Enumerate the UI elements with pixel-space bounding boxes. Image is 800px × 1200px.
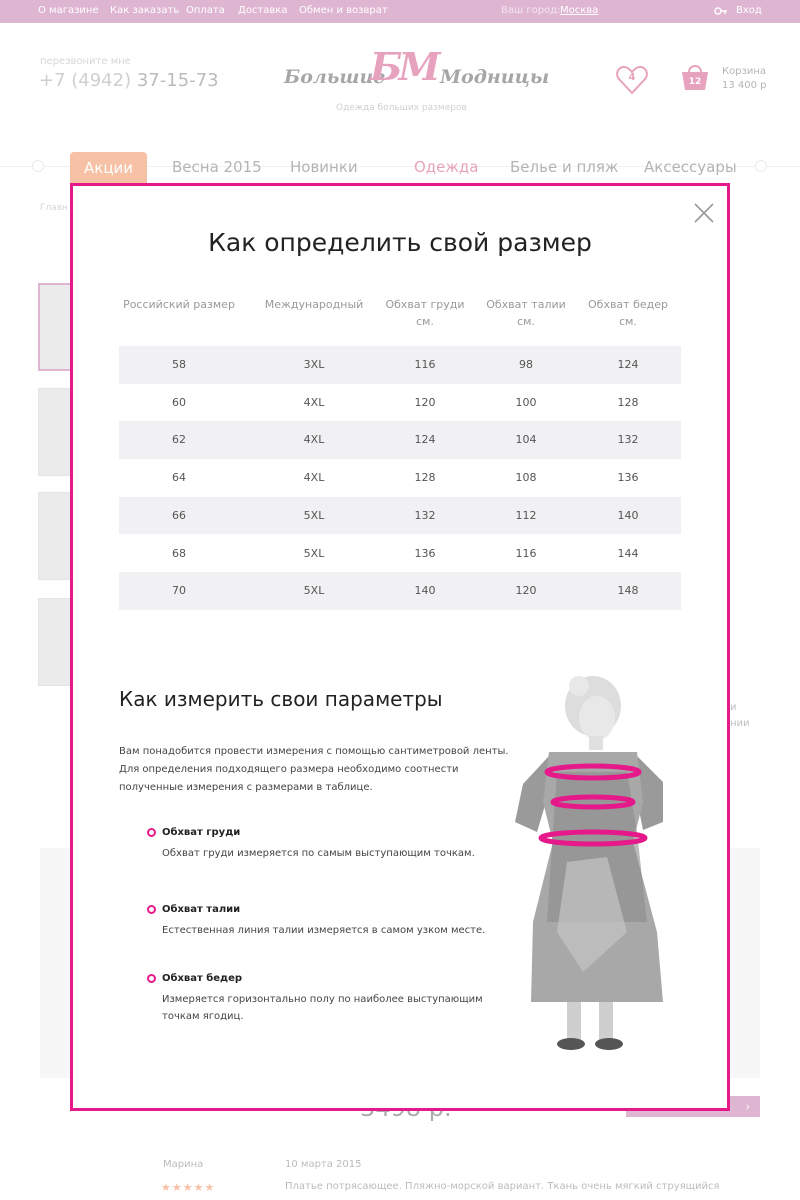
table-row: [119, 421, 681, 459]
table-cell-intl-size: 3XL: [303, 358, 325, 371]
close-icon[interactable]: [693, 202, 715, 224]
header-unit: см.: [416, 315, 434, 328]
table-cell-chest: 128: [414, 471, 436, 485]
measure-waist-desc: Естественная линия талии измеряется в самом узком месте.: [162, 925, 486, 936]
table-cell-waist: 112: [515, 508, 537, 522]
measure-section-title: Как измерить свои параметры: [119, 687, 443, 711]
table-cell-ru-size: 62: [172, 433, 186, 447]
table-header-ru-size: [123, 296, 235, 313]
table-row: [119, 535, 681, 573]
header-line: Российский размер: [123, 298, 235, 311]
header-line: Обхват бедер: [588, 298, 668, 311]
table-header-hips: [572, 296, 684, 330]
table-cell-hips: 136: [617, 471, 639, 485]
table-header-waist: [470, 296, 582, 330]
table-cell-intl-size: 4XL: [303, 395, 325, 409]
table-cell-intl-size: 5XL: [303, 546, 325, 560]
table-cell-chest: 136: [414, 546, 436, 560]
table-cell-ru-size: 70: [172, 584, 186, 598]
measure-chest-desc: Обхват груди измеряется по самым выступающим точкам.: [162, 848, 475, 859]
table-cell-chest: 140: [414, 584, 436, 598]
header-line: Международный: [264, 298, 364, 311]
table-row: [119, 346, 681, 384]
table-cell-chest: 124: [414, 433, 436, 447]
table-header-chest: [369, 296, 481, 330]
table-cell-hips: 128: [617, 395, 639, 409]
table-cell-hips: 144: [617, 546, 639, 560]
table-cell-ru-size: 60: [172, 395, 186, 409]
table-cell-waist: 120: [515, 584, 537, 598]
woman-figure-icon: [487, 672, 697, 1064]
table-cell-waist: 100: [515, 395, 537, 409]
table-cell-hips: 148: [617, 584, 639, 598]
table-cell-waist: 98: [519, 358, 533, 371]
table-cell-waist: 104: [515, 433, 537, 447]
measure-intro: Вам понадобится провести измерения с помощью сантиметровой ленты. Для определения подходящего размера необходимо соотнести полученные измерения с размерами в таблице.: [119, 746, 509, 793]
table-cell-waist: 108: [515, 471, 537, 485]
table-cell-intl-size: 5XL: [303, 508, 325, 522]
bullet-icon: [147, 828, 156, 837]
table-cell-intl-size: 4XL: [303, 471, 325, 485]
bullet-icon: [147, 974, 156, 983]
modal-title: Как определить свой размер: [208, 228, 592, 257]
bullet-icon: [147, 905, 156, 914]
table-row: [119, 459, 681, 497]
table-cell-ru-size: 68: [172, 546, 186, 560]
table-cell-ru-size: 66: [172, 508, 186, 522]
table-cell-waist: 116: [515, 546, 537, 560]
table-row: [119, 497, 681, 535]
header-unit: см.: [517, 315, 535, 328]
table-cell-intl-size: 5XL: [303, 584, 325, 598]
size-guide-modal: [70, 183, 730, 1111]
measure-chest-title: Обхват груди: [162, 827, 241, 838]
measure-waist-title: Обхват талии: [162, 904, 241, 915]
table-cell-hips: 124: [617, 358, 639, 371]
header-line: Обхват талии: [486, 298, 566, 311]
table-cell-chest: 120: [414, 395, 436, 409]
header-unit: см.: [619, 315, 637, 328]
table-cell-ru-size: 64: [172, 471, 186, 485]
measure-hips-title: Обхват бедер: [162, 973, 243, 984]
table-cell-chest: 116: [414, 358, 436, 371]
measure-hips-desc: Измеряется горизонтально полу по наиболее выступающим точкам ягодиц.: [162, 994, 483, 1022]
table-row: [119, 572, 681, 610]
table-cell-hips: 140: [617, 508, 639, 522]
table-cell-intl-size: 4XL: [303, 433, 325, 447]
table-cell-ru-size: 58: [172, 358, 186, 371]
table-cell-chest: 132: [414, 508, 436, 522]
table-header-intl-size: [258, 296, 370, 313]
header-line: Обхват груди: [385, 298, 465, 311]
table-cell-hips: 132: [617, 433, 639, 447]
table-row: [119, 384, 681, 422]
